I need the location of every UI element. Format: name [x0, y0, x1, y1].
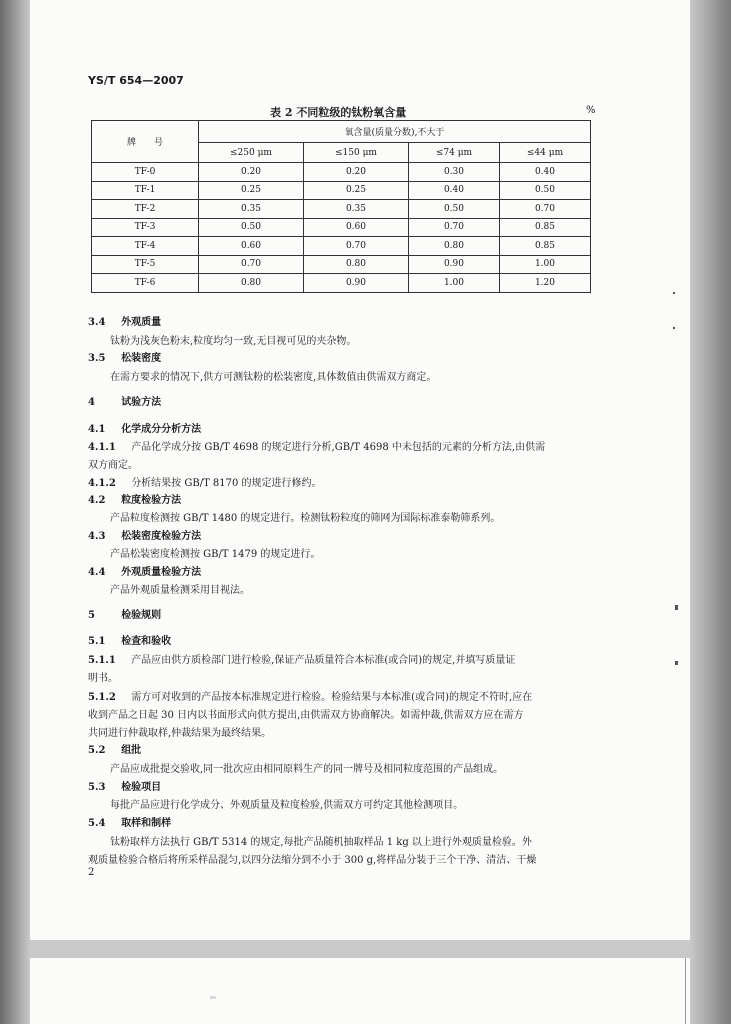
value-cell: 0.70	[499, 200, 590, 219]
paragraph: 产品应成批提交验收,同一批次应由相同原料生产的同一牌号及相同粒度范围的产品组成。	[110, 764, 504, 775]
grade-cell: TF-1	[92, 181, 199, 200]
col-header-grade: 牌 号	[92, 121, 199, 163]
value-cell: 1.00	[499, 255, 590, 274]
paragraph-continued: 观质量检验合格后将所采样品混匀,以四分法缩分到不小于 300 g,将样品分装于三个干净、清洁、干燥	[88, 855, 537, 866]
page-number: 2	[88, 867, 95, 878]
table-row	[92, 181, 591, 200]
section-4-1-1: 4.1.1 产品化学成分按 GB/T 4698 的规定进行分析,GB/T 4698 中未包括的元素的分析方法,由供需	[88, 442, 546, 453]
section-5-heading: 5 检验规则	[88, 610, 162, 621]
table-row	[92, 255, 591, 274]
grade-cell: TF-5	[92, 255, 199, 274]
value-cell: 0.60	[199, 237, 304, 256]
standard-code: YS/T 654—2007	[88, 74, 184, 87]
table-row	[92, 200, 591, 219]
paragraph-continued: 双方商定。	[88, 460, 138, 471]
col-header-size: ≤150 μm	[303, 143, 408, 163]
value-cell: 0.80	[303, 255, 408, 274]
paragraph: 钛粉为浅灰色粉末,粒度均匀一致,无目视可见的夹杂物。	[110, 336, 357, 347]
table-row	[92, 163, 591, 182]
col-header-oxygen: 氧含量(质量分数),不大于	[199, 121, 591, 143]
value-cell: 0.30	[408, 163, 499, 182]
table-row	[92, 274, 591, 293]
paragraph-continued: 共同进行仲裁取样,仲裁结果为最终结果。	[88, 728, 272, 739]
value-cell: 0.25	[303, 181, 408, 200]
scan-speck	[675, 605, 678, 610]
value-cell: 0.50	[199, 218, 304, 237]
value-cell: 0.85	[499, 218, 590, 237]
value-cell: 0.90	[408, 255, 499, 274]
paragraph-continued: 明书。	[88, 673, 118, 684]
paragraph: 产品松装密度检测按 GB/T 1479 的规定进行。	[110, 549, 321, 560]
value-cell: 0.70	[408, 218, 499, 237]
scan-speck	[673, 292, 675, 294]
table-row	[92, 218, 591, 237]
value-cell: 0.40	[408, 181, 499, 200]
value-cell: 0.50	[408, 200, 499, 219]
grade-cell: TF-4	[92, 237, 199, 256]
value-cell: 0.25	[199, 181, 304, 200]
section-5-2-heading: 5.2 组批	[88, 745, 142, 756]
grade-cell: TF-3	[92, 218, 199, 237]
section-5-3-heading: 5.3 检验项目	[88, 782, 162, 793]
paragraph: 在需方要求的情况下,供方可测钛粉的松装密度,具体数值由供需双方商定。	[110, 372, 437, 383]
scan-speck	[675, 661, 678, 665]
section-5-1-1: 5.1.1 产品应由供方质检部门进行检验,保证产品质量符合本标准(或合同)的规定,并填写质量证	[88, 655, 516, 666]
grade-cell: TF-6	[92, 274, 199, 293]
section-3-4-heading: 3.4 外观质量	[88, 317, 162, 328]
section-4-1-heading: 4.1 化学成分分析方法	[88, 424, 202, 435]
section-4-3-heading: 4.3 松装密度检验方法	[88, 531, 202, 542]
col-header-size: ≤44 μm	[499, 143, 590, 163]
section-4-2-heading: 4.2 粒度检验方法	[88, 495, 182, 506]
page-edge-line	[685, 958, 686, 1024]
section-3-5-heading: 3.5 松装密度	[88, 353, 162, 364]
value-cell: 0.35	[303, 200, 408, 219]
paragraph: 钛粉取样方法执行 GB/T 5314 的规定,每批产品随机抽取样品 1 kg 以上进行外观质量检验。外	[110, 837, 532, 848]
value-cell: 1.20	[499, 274, 590, 293]
grade-cell: TF-0	[92, 163, 199, 182]
col-header-size: ≤74 μm	[408, 143, 499, 163]
section-4-1-2: 4.1.2 分析结果按 GB/T 8170 的规定进行修约。	[88, 478, 322, 489]
next-page-edge	[30, 958, 690, 1024]
section-5-4-heading: 5.4 取样和制样	[88, 818, 172, 829]
value-cell: 0.20	[303, 163, 408, 182]
section-4-heading: 4 试验方法	[88, 397, 162, 408]
value-cell: 1.00	[408, 274, 499, 293]
grade-cell: TF-2	[92, 200, 199, 219]
table-caption: 表 2 不同粒级的钛粉氧含量	[270, 106, 407, 119]
value-cell: 0.70	[303, 237, 408, 256]
paragraph: 每批产品应进行化学成分、外观质量及粒度检验,供需双方可约定其他检测项目。	[110, 800, 464, 811]
scan-speck	[673, 327, 675, 329]
value-cell: 0.50	[499, 181, 590, 200]
section-5-1-heading: 5.1 检查和验收	[88, 636, 172, 647]
section-4-4-heading: 4.4 外观质量检验方法	[88, 567, 202, 578]
value-cell: 0.35	[199, 200, 304, 219]
table-unit: %	[586, 105, 596, 116]
section-5-1-2: 5.1.2 需方可对收到的产品按本标准规定进行检验。检验结果与本标准(或合同)的规定不符时,应在	[88, 692, 533, 703]
value-cell: 0.85	[499, 237, 590, 256]
value-cell: 0.40	[499, 163, 590, 182]
document-page	[30, 0, 690, 940]
paragraph: 产品外观质量检测采用目视法。	[110, 585, 250, 596]
value-cell: 0.90	[303, 274, 408, 293]
value-cell: 0.80	[408, 237, 499, 256]
paragraph: 产品粒度检测按 GB/T 1480 的规定进行。检测钛粉粒度的筛网为国际标准泰勒筛系列。	[110, 513, 501, 524]
value-cell: 0.20	[199, 163, 304, 182]
col-header-size: ≤250 μm	[199, 143, 304, 163]
value-cell: 0.60	[303, 218, 408, 237]
paragraph-continued: 收到产品之日起 30 日内以书面形式向供方提出,由供需双方协商解决。如需仲裁,供需双方应在需方	[88, 710, 524, 721]
scan-speck	[210, 996, 216, 999]
table-row	[92, 237, 591, 256]
oxygen-content-table	[91, 120, 591, 293]
value-cell: 0.80	[199, 274, 304, 293]
value-cell: 0.70	[199, 255, 304, 274]
